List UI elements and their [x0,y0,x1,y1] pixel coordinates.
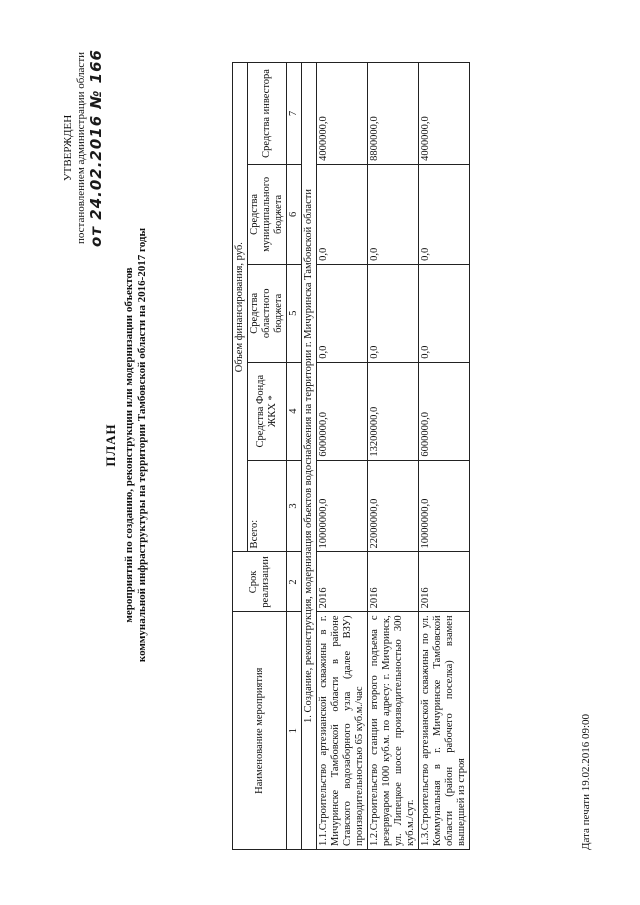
row-term: 2016 [419,552,470,612]
row-regional: 0,0 [368,264,419,362]
table-row [368,63,419,850]
row-municipal: 0,0 [317,164,368,264]
row-investor: 4000000,0 [419,63,470,165]
approval-handwritten-date: от 24.02.2016 № 166 [87,49,105,247]
heading-line-2: коммунальной инфраструктуры на территории Тамбовской области на 2016-2017 годы [136,227,148,663]
plan-table [232,62,470,850]
index-cell: 1 [287,612,302,850]
row-regional: 0,0 [317,264,368,362]
row-name: 1.1.Строительство артезианской скважины в г. Мичуринске Тамбовской области в районе Ставского водозаборного узла (далее ВЗУ) производительностью 65 куб.м./час [317,612,368,850]
row-term: 2016 [368,552,419,612]
row-municipal: 0,0 [368,164,419,264]
row-investor: 8800000,0 [368,63,419,165]
header-row-1 [233,63,248,850]
row-name: 1.2.Строительство станции второго подъема с резервуаром 1000 куб.м. по адресу: г. Мичуринск, ул. Липецкое шоссе производительностью 300 куб.м./сут. [368,612,419,850]
document-title: ПЛАН [103,423,118,467]
document-heading [104,125,149,765]
table-row [317,63,368,850]
header-total: Всего: [248,460,287,552]
index-cell: 4 [287,362,302,460]
approval-line: постановлением администрации области [75,51,87,245]
row-fund: 6000000,0 [317,362,368,460]
row-fund: 6000000,0 [419,362,470,460]
header-investor: Средства инвестора [248,63,287,165]
row-investor: 4000000,0 [317,63,368,165]
section-row [302,63,317,850]
index-cell: 3 [287,460,302,552]
index-cell: 7 [287,63,302,165]
row-total: 22000000,0 [368,460,419,552]
index-cell: 6 [287,164,302,264]
section-title: 1. Создание, реконструкция, модернизация объектов водоснабжения на территории г. Мичуринска Тамбовской области [302,63,317,850]
print-date: Дата печати 19.02.2016 09:00 [580,713,592,850]
header-fund: Средства Фонда ЖКХ * [248,362,287,460]
row-name: 1.3.Строительство артезианской скважины по ул. Коммунальная в г. Мичуринске Тамбовской области (район рабочего поселка) взамен вышедшей из строя [419,612,470,850]
header-name: Наименование мероприятия [233,612,287,850]
index-cell: 2 [287,552,302,612]
row-total: 10000000,0 [419,460,470,552]
row-municipal: 0,0 [419,164,470,264]
row-total: 10000000,0 [317,460,368,552]
heading-line-1: мероприятий по созданию, реконструкции или модернизации объектов [123,267,135,623]
header-term: Срок реализации [233,552,287,612]
row-regional: 0,0 [419,264,470,362]
header-municipal: Средства муниципального бюджета [248,164,287,264]
header-funding: Объем финансирования, руб. [233,63,248,552]
index-row [287,63,302,850]
index-cell: 5 [287,264,302,362]
table-row [419,63,470,850]
row-term: 2016 [317,552,368,612]
header-regional: Средства областного бюджета [248,264,287,362]
row-fund: 13200000,0 [368,362,419,460]
approval-title: УТВЕРЖДЕН [62,114,74,182]
approval-stamp [62,13,103,283]
